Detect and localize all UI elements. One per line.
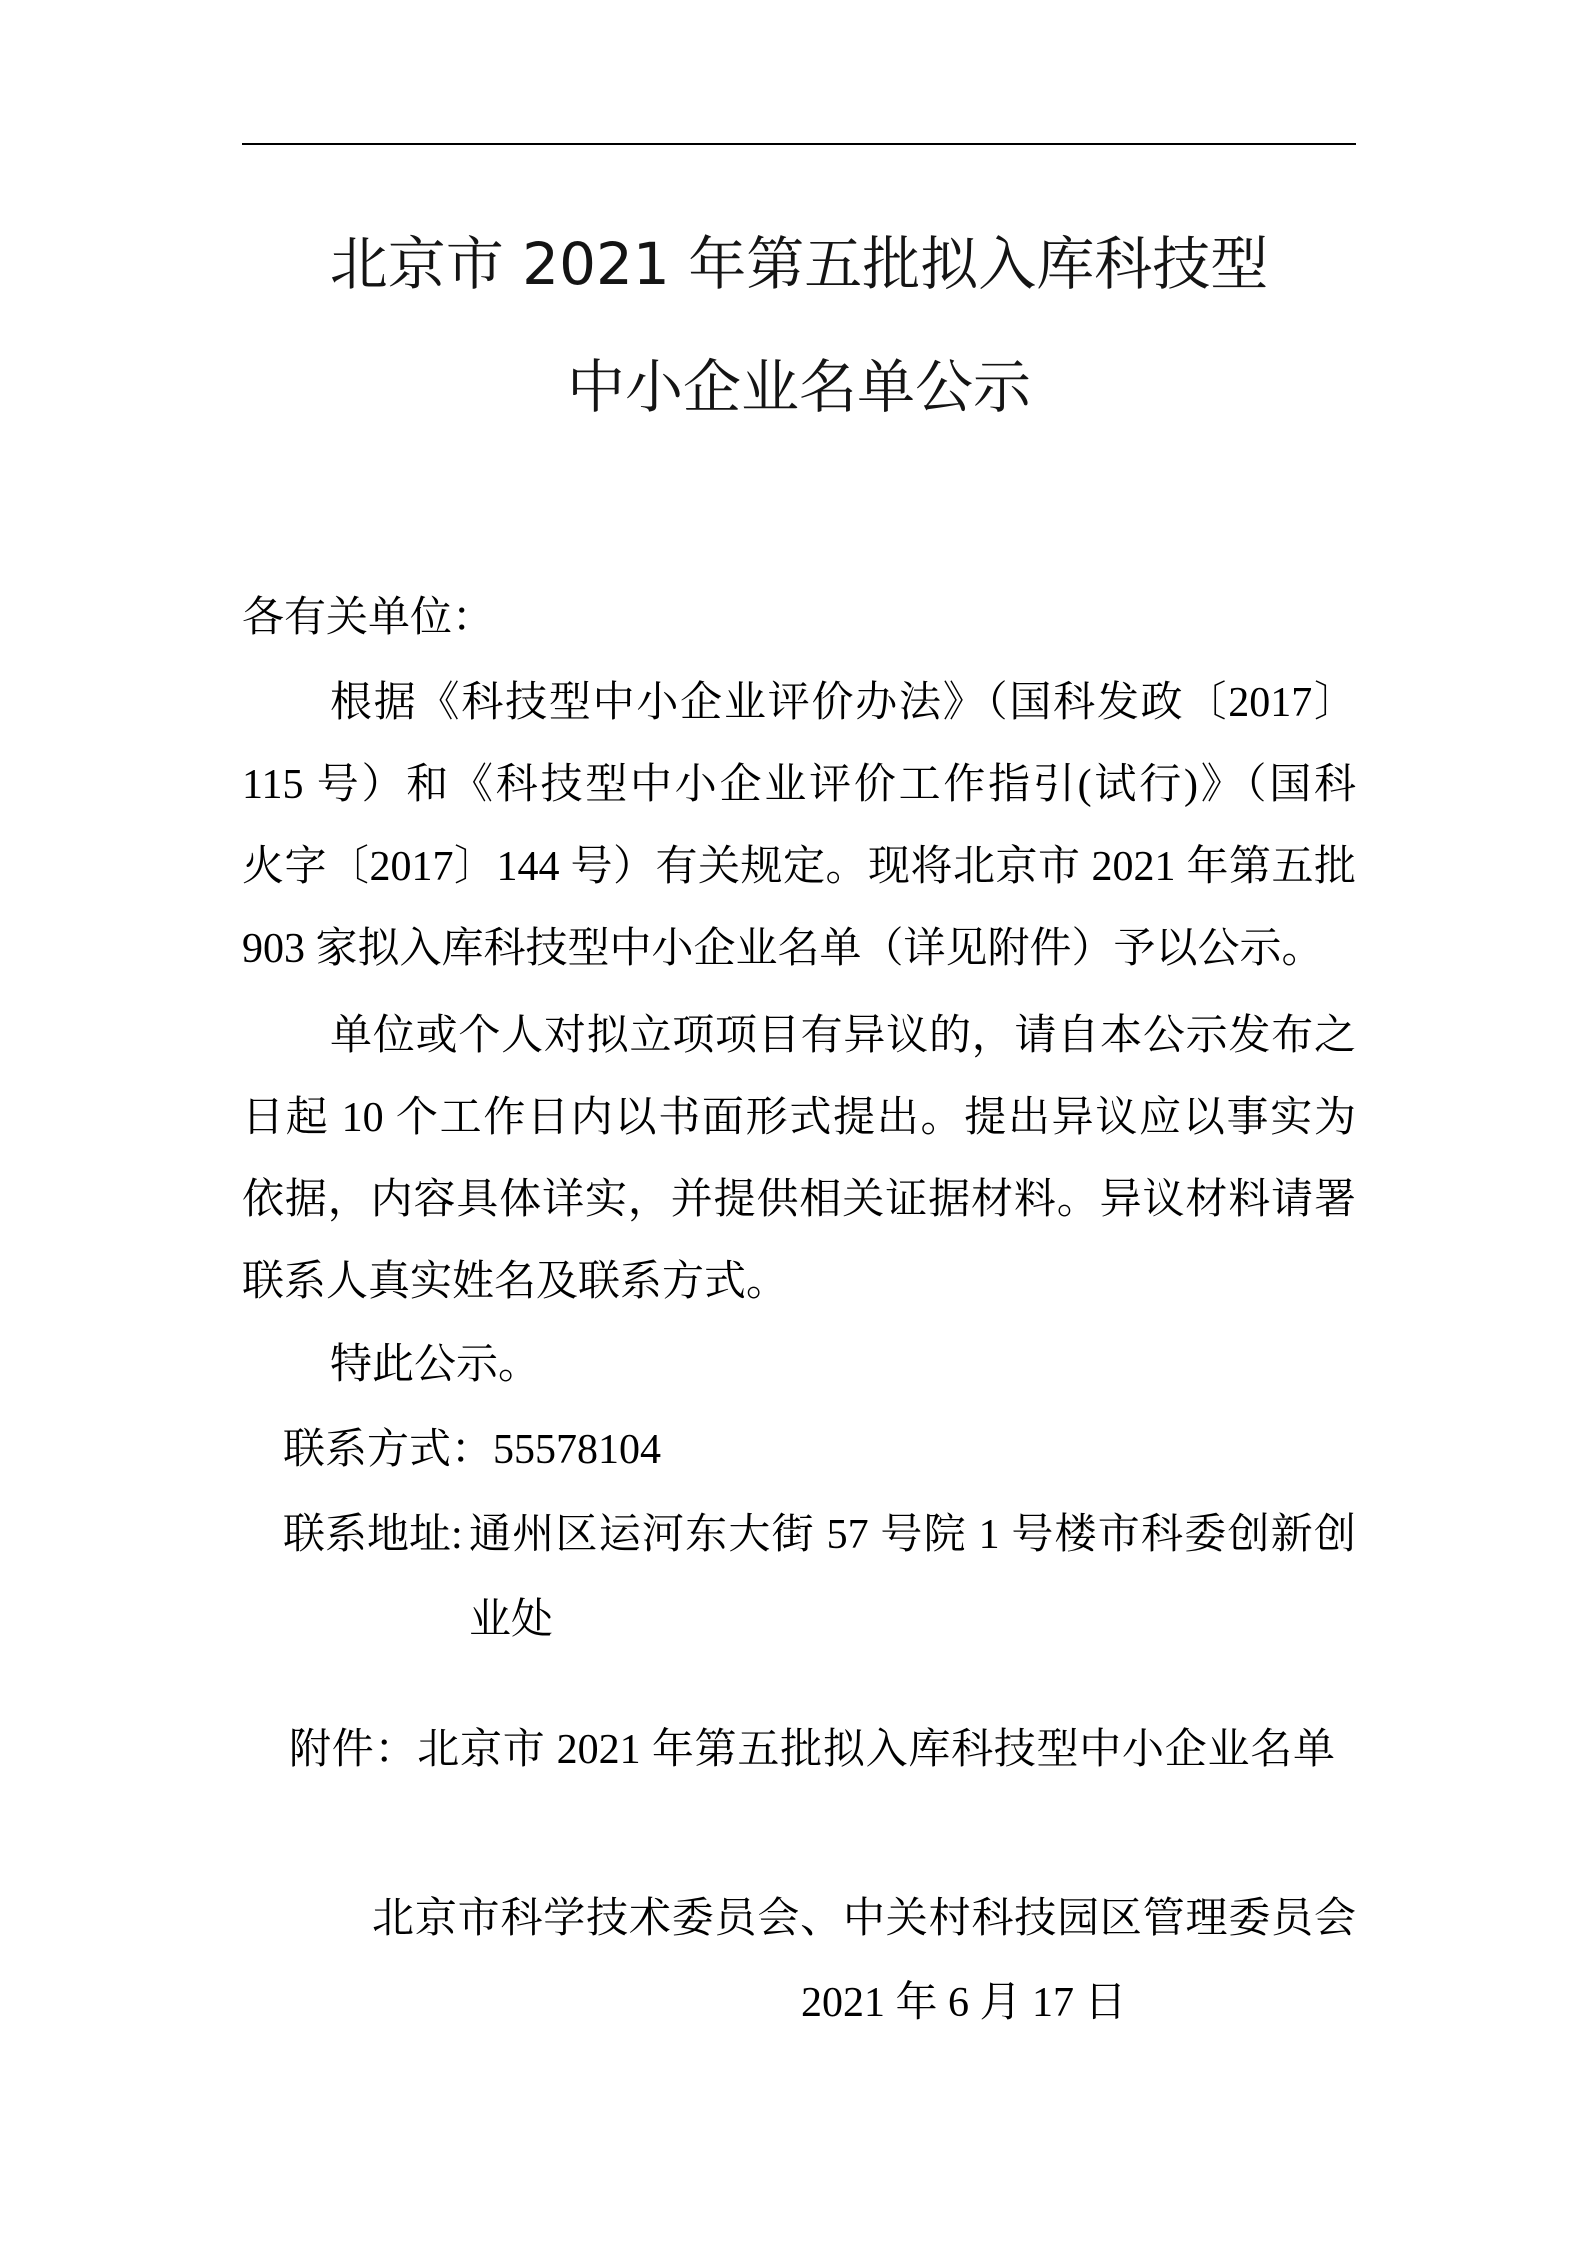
title-line-2: 中小企业名单公示 — [566, 353, 1031, 421]
notice-title — [242, 203, 1356, 449]
contact-phone — [283, 1409, 661, 1491]
contact-address-label: 联系地址: — [283, 1512, 463, 1558]
paragraph-line: 115 号）和《科技型中小企业评价工作指引(试行)》（国科 — [242, 762, 1356, 808]
attachment-title: 北京市 2021 年第五批拟入库科技型中小企业名单 — [417, 1727, 1335, 1773]
paragraph-line: 根据《科技型中小企业评价办法》（国科发政〔2017〕 — [330, 680, 1356, 726]
paragraph-line: 单位或个人对拟立项项目有异议的，请自本公示发布之 — [330, 1013, 1356, 1059]
issue-date: 2021 年 6 月 17 日 — [801, 1980, 1127, 2026]
paragraph-line: 依据，内容具体详实，并提供相关证据材料。异议材料请署 — [242, 1177, 1356, 1223]
contact-address-line: 业处 — [469, 1597, 554, 1643]
contact-address-value — [469, 1493, 1356, 1663]
paragraph-basis — [242, 662, 1356, 990]
paragraph-line: 火字〔2017〕144 号）有关规定。现将北京市 2021 年第五批 — [242, 844, 1356, 890]
issuer-signature: 北京市科学技术委员会、中关村科技园区管理委员会 — [372, 1896, 1356, 1942]
paragraph-line: 日起 10 个工作日内以书面形式提出。提出异议应以事实为 — [242, 1095, 1356, 1141]
contact-phone-value: 55578104 — [493, 1427, 662, 1473]
contact-phone-label: 联系方式： — [283, 1427, 494, 1473]
paragraph-line: 联系人真实姓名及联系方式。 — [242, 1259, 789, 1305]
attachment-line — [289, 1709, 1335, 1791]
paragraph-line: 903 家拟入库科技型中小企业名单（详见附件）予以公示。 — [242, 926, 1324, 972]
title-line-1: 北京市 2021 年第五批拟入库科技型 — [329, 230, 1269, 298]
salutation: 各有关单位： — [242, 595, 495, 641]
paragraph-objection — [242, 995, 1356, 1323]
attachment-label: 附件： — [289, 1727, 418, 1773]
header-rule — [242, 143, 1356, 145]
contact-address-line: 通州区运河东大街 57 号院 1 号楼市科委创新创 — [469, 1512, 1356, 1558]
closing-text: 特此公示。 — [330, 1342, 541, 1388]
